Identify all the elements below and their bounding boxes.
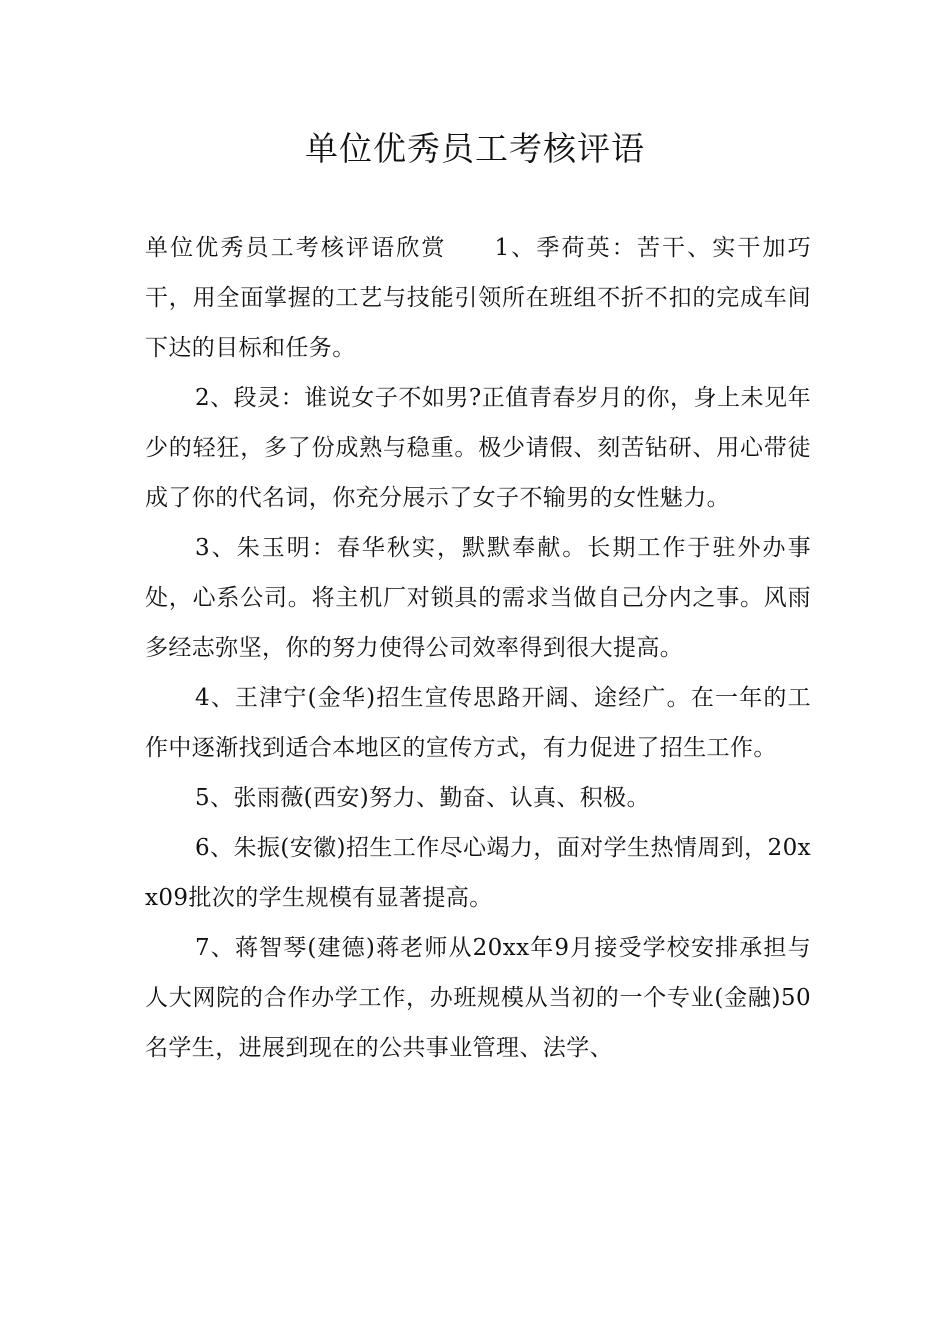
paragraph-3: 3、朱玉明：春华秋实，默默奉献。长期工作于驻外办事处，心系公司。将主机厂对锁具的需求当做自己分内之事。风雨多经志弥坚，你的努力使得公司效率得到很大提高。 <box>145 535 811 661</box>
lead-text: 单位优秀员工考核评语欣赏 <box>145 235 447 261</box>
document-body <box>145 223 811 1073</box>
paragraph-5: 5、张雨薇(西安)努力、勤奋、认真、积极。 <box>195 785 650 811</box>
paragraph-2: 2、段灵：谁说女子不如男?正值青春岁月的你，身上未见年少的轻狂，多了份成熟与稳重。极少请假、刻苦钻研、用心带徒成了你的代名词，你充分展示了女子不输男的女性魅力。 <box>145 385 811 511</box>
paragraph-6: 6、朱振(安徽)招生工作尽心竭力，面对学生热情周到，20xx09批次的学生规模有显著提高。 <box>145 835 811 911</box>
paragraph-7: 7、蒋智琴(建德)蒋老师从20xx年9月接受学校安排承担与人大网院的合作办学工作，办班规模从当初的一个专业(金融)50名学生，进展到现在的公共事业管理、法学、 <box>145 935 811 1061</box>
document-title: 单位优秀员工考核评语 <box>305 129 645 168</box>
paragraph-text: 1、季荷英：苦干、实干加巧干，用全面掌握的工艺与技能引领所在班组不折不扣的完成车间下达的目标和任务。 <box>145 235 811 361</box>
paragraph-1 <box>145 223 811 373</box>
paragraph-4: 4、王津宁(金华)招生宣传思路开阔、途经广。在一年的工作中逐渐找到适合本地区的宣传方式，有力促进了招生工作。 <box>145 685 811 761</box>
